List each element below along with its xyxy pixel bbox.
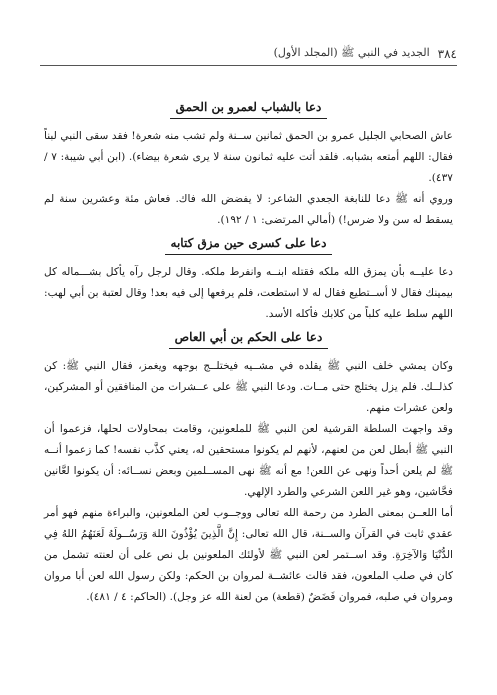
paragraph: عاش الصحابي الجليل عمرو بن الحمق ثمانين ســنة ولم تشب منه شعرة! فقد سقى النبي لبناً فقال: اللهم أمتعه بشبابه. فلقد أتت عليه ثمانون سنة لا يرى شعرة بيضاء). (ابن أبي شيبة: ٧ / ٤٣٧).: [44, 130, 453, 184]
paragraph: دعا عليــه بأن يمزق الله ملكه فقتله ابنــه وانفرط ملكه. وقال لرجل رآه يأكل بشـــماله كل بيمينك فقال لا أســتطيع فقال له لا استطعت، فلم يرفعها إلى فيه بعد! وقال لعتبة بن أبي لهب: اللهم سلط عليه كلباً من كلابك فأكله الأسد.: [44, 266, 453, 320]
running-title: الجديد في النبي ﷺ (المجلد الأول): [273, 46, 430, 59]
paragraph: وروي أنه ﷺ دعا للنابغة الجعدي الشاعر: لا يفضض الله فاك. فعاش مئة وعشرين سنة لم يسقط له سن ولا ضرس!) (أمالي المرتضى: ١ / ١٩٢).: [44, 193, 453, 226]
section-title: دعا على كسرى حين مزق كتابه: [165, 236, 333, 255]
section-heading-3: [0, 330, 497, 349]
header-rule: [40, 65, 457, 66]
section-heading-2: [0, 236, 497, 255]
paragraph: وقد واجهت السلطة القرشية لعن النبي ﷺ للملعونين، وقامت بمحاولات لحلها، فزعموا أن النبي ﷺ أبطل لعن من لعنهم، لأنهم لم يكونوا مستحقين له، يعني كذَّب نفسه! كما زعموا أنــه ﷺ لم يلعن أحداً ونهى عن اللعن! مع أنه ﷺ نهى المســلمين وبعض نســائه: أن يكونوا لعَّانين فحَّاشين، وهو غير اللعن الشرعي والطرد الإلهي.: [44, 423, 453, 498]
section-title: دعا على الحكم بن أبي العاص: [169, 330, 329, 349]
section-heading-1: [0, 100, 497, 119]
page-number: ٣٨٤: [437, 47, 457, 61]
paragraph: وكان يمشي خلف النبي ﷺ يقلده في مشــيه فيختلــج بوجهه ويغمز، فقال النبي ﷺ: كن كذلــك. فلم يزل يختلج حتى مــات. ودعا النبي ﷺ على عــشرات من المنافقين أو المشركين، ولعن عشرات منهم.: [44, 360, 453, 414]
section-title: دعا بالشباب لعمرو بن الحمق: [170, 100, 328, 119]
section-body-1: [44, 126, 453, 231]
running-header: [40, 44, 457, 64]
section-body-2: [44, 262, 453, 325]
section-body-3: [44, 356, 453, 608]
paragraph: أما اللعــن بمعنى الطرد من رحمة الله تعالى ووجــوب لعن الملعونين، والبراءة منهم فهو أمر عقدي ثابت في القرآن والســنة، قال الله تعالى: إِنَّ الَّذِينَ يُؤْذُونَ اللهَ وَرَسُــولَهُ لَعَنَهُمُ اللهُ فِي الدُّنْيَا وَالآخِرَةِ. وقد اســتمر لعن النبي ﷺ لأولئك الملعونين بل نص على أن لعنته تشمل من كان في صلب الملعون، فقد قالت عائشــة لمروان بن الحكم: ولكن رسول الله لعن أبا مروان ومروان في صلبه، فمروان فَضَضٌ (قطعة) من لعنة الله عز وجل). (الحاكم: ٤ / ٤٨١).: [44, 507, 453, 603]
